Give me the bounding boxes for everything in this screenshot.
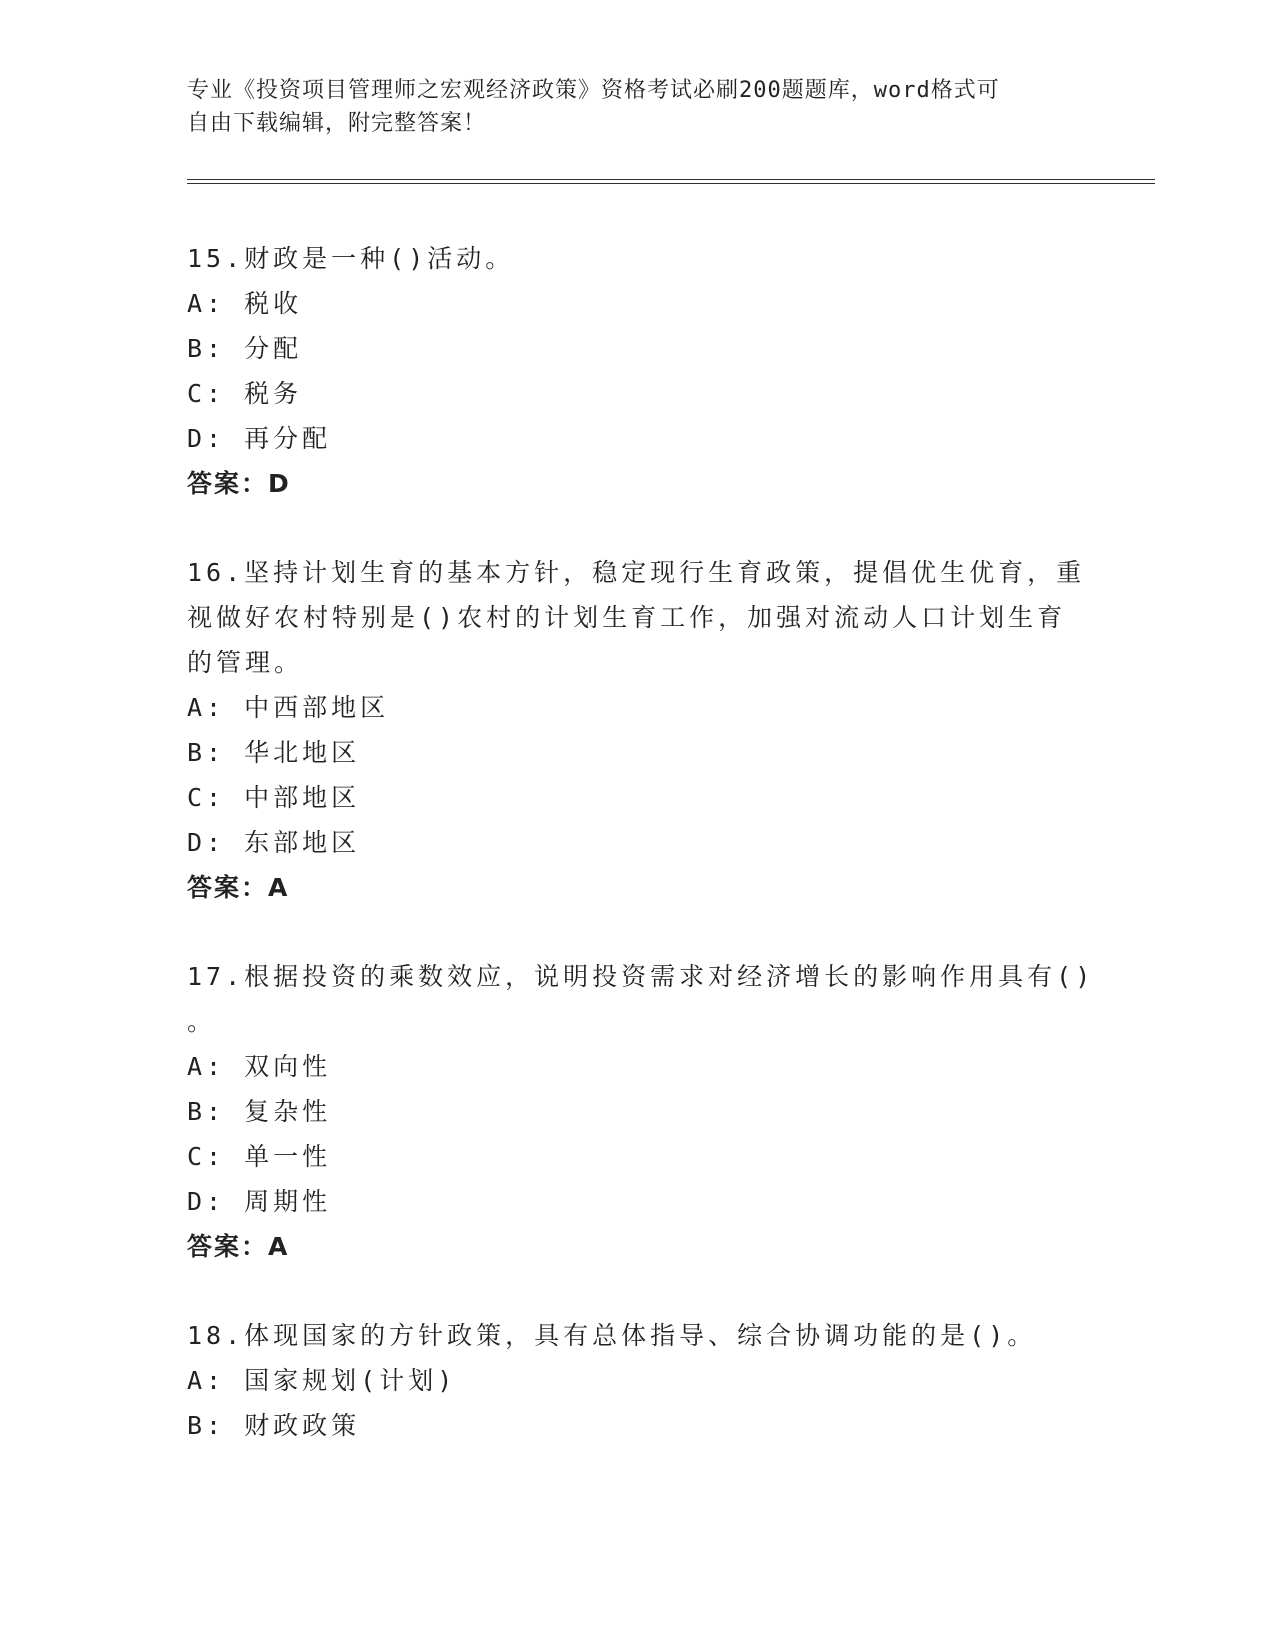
- question-option: B: 财政政策: [187, 1411, 361, 1440]
- question-option: D: 周期性: [187, 1187, 332, 1216]
- question-option: D: 东部地区: [187, 828, 361, 857]
- question-stem-line: 15.财政是一种()活动。: [187, 244, 515, 273]
- header-divider-bottom: [187, 183, 1155, 184]
- question-option: A: 税收: [187, 289, 303, 318]
- question-list: [187, 236, 1095, 1448]
- question-block: [187, 236, 1087, 506]
- question-answer: 答案：A: [187, 873, 290, 902]
- question-stem-line: 的管理。: [187, 648, 304, 677]
- question-block: [187, 550, 1087, 910]
- question-spacer: [187, 1269, 1087, 1313]
- question-option: A: 国家规划(计划): [187, 1366, 457, 1395]
- question-stem-line: 17.根据投资的乘数效应，说明投资需求对经济增长的影响作用具有(): [187, 962, 1095, 991]
- header-divider-top: [187, 179, 1155, 180]
- question-option: B: 分配: [187, 334, 303, 363]
- question-stem-line: 视做好农村特别是()农村的计划生育工作，加强对流动人口计划生育: [187, 603, 1067, 632]
- question-spacer: [187, 910, 1087, 954]
- question-option: C: 单一性: [187, 1142, 332, 1171]
- question-answer: 答案：A: [187, 1232, 290, 1261]
- question-option: A: 中西部地区: [187, 693, 390, 722]
- question-option: A: 双向性: [187, 1052, 332, 1081]
- question-stem-line: 。: [187, 1007, 217, 1036]
- question-answer: 答案：D: [187, 469, 291, 498]
- question-option: B: 华北地区: [187, 738, 361, 767]
- question-option: C: 中部地区: [187, 783, 361, 812]
- question-stem-line: 16.坚持计划生育的基本方针，稳定现行生育政策，提倡优生优育，重: [187, 558, 1086, 587]
- question-block: [187, 954, 1095, 1269]
- question-option: C: 税务: [187, 379, 303, 408]
- document-header: [187, 74, 1087, 140]
- header-line-1: 专业《投资项目管理师之宏观经济政策》资格考试必刷200题题库，word格式可: [187, 78, 1000, 103]
- question-option: B: 复杂性: [187, 1097, 332, 1126]
- question-option: D: 再分配: [187, 424, 332, 453]
- question-stem-line: 18.体现国家的方针政策，具有总体指导、综合协调功能的是()。: [187, 1321, 1037, 1350]
- question-spacer: [187, 506, 1087, 550]
- question-block: [187, 1313, 1087, 1448]
- header-line-2: 自由下载编辑，附完整答案！: [187, 111, 487, 136]
